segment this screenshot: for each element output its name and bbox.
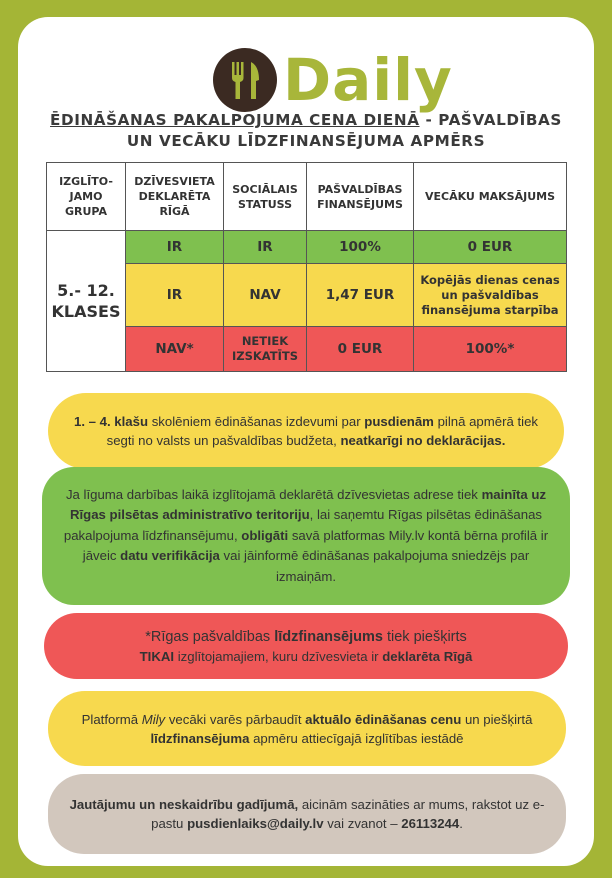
header-municipal: PAŠVALDĪBAS FINANSĒJUMS [307,163,414,231]
note-riga-cofinancing [44,613,568,679]
cell-social: NAV [224,264,307,327]
note2-text1: Ja līguma darbības laikā izglītojamā deklarētā dzīvesvietas adrese tiek [65,486,482,502]
note-mily-platform [48,691,566,766]
header-social: SOCIĀLAIS STATUSS [224,163,307,231]
cell-declared: IR [126,264,224,327]
cell-municipal: 100% [307,231,414,264]
note4-text2: vecāki varēs pārbaudīt [165,711,306,727]
group-cell: 5.- 12. KLASES [47,231,126,372]
note3-bold1: līdzfinansējums [274,628,383,645]
note2-text4: vai jāinformē ēdināšanas pakalpojuma sniedzējs par izmaiņām. [219,548,530,584]
header-declared: DZĪVESVIETA DEKLARĒTA RĪGĀ [126,163,224,231]
cell-municipal: 0 EUR [307,327,414,372]
header-parents: VECĀKU MAKSĀJUMS [414,163,567,231]
note2-text2: , lai saņemtu Rīgas pilsētas ēdināšanas pakalpojuma līdzfinansējumu, [63,507,543,543]
note4-text4: apmēru attiecīgajā izglītības iestādē [249,730,464,746]
cell-social: NETIEK IZSKATĪTS [224,327,307,372]
cell-parents: Kopējās dienas cenas un pašvaldības finansējuma starpība [414,264,567,327]
title-line2: UN VECĀKU LĪDZFINANSĒJUMA APMĒRS [126,132,486,150]
note4-italic: Mily [141,711,166,727]
note1-bold2: pusdienām [364,414,434,429]
note-lower-grades [48,393,564,469]
note3-text1: *Rīgas pašvaldības [145,628,275,645]
note1-bold3: neatkarīgi no deklarācijas. [340,433,506,448]
note1-text1: skolēniem ēdināšanas izdevumi par [148,414,365,429]
note3-bold3: deklarēta Rīgā [382,648,473,664]
note3-text2: tiek piešķirts [382,628,467,645]
note2-text3: savā platformas Mily.lv kontā bērna profilā ir jāveic [82,527,549,564]
note2-bold2: obligāti [241,527,289,543]
note5-text3: . [459,816,463,831]
cell-declared: NAV* [126,327,224,372]
note3-text3: izglītojamajiem, kuru dzīvesvieta ir [174,648,383,664]
note-contact [48,774,566,854]
note2-bold1: mainīta uz Rīgas pilsētas administratīvo teritoriju [69,486,547,523]
title-underlined: ĒDINĀŠANAS PAKALPOJUMA CENA DIENĀ [50,111,420,129]
note5-text2: vai zvanot – [323,816,402,831]
price-table [46,162,567,372]
note4-text3: un piešķirtā [461,711,533,727]
cell-municipal: 1,47 EUR [307,264,414,327]
note3-bold2: TIKAI [139,648,175,664]
brand-logo [213,43,453,117]
note4-bold1: aktuālo ēdināšanas cenu [305,711,462,727]
cell-declared: IR [126,231,224,264]
brand-name: Daily [283,46,453,114]
cell-parents: 100%* [414,327,567,372]
note2-bold3: datu verifikācija [120,548,220,564]
note1-bold1: 1. – 4. klašu [73,414,149,429]
fork-knife-icon [213,48,277,112]
note1-text2: pilnā apmērā tiek segti no valsts un pašvaldības budžeta, [106,414,538,448]
cell-social: IR [224,231,307,264]
note-address-change [42,467,570,605]
note5-bold1: Jautājumu un neskaidrību gadījumā, [69,797,299,812]
table-row [47,231,567,264]
note4-bold2: līdzfinansējuma [150,730,250,746]
flyer-card [18,17,594,866]
note5-text1: aicinām sazināties ar mums, rakstot uz e-pastu [151,797,545,831]
table-header-row [47,163,567,231]
page-title [38,110,574,152]
note4-text1: Platformā [81,711,142,727]
title-rest: - PAŠVALDĪBAS [419,111,562,129]
contact-email: pusdienlaiks@daily.lv [187,816,324,831]
contact-phone: 26113244 [401,816,460,831]
cell-parents: 0 EUR [414,231,567,264]
header-group: IZGLĪTO-JAMO GRUPA [47,163,126,231]
